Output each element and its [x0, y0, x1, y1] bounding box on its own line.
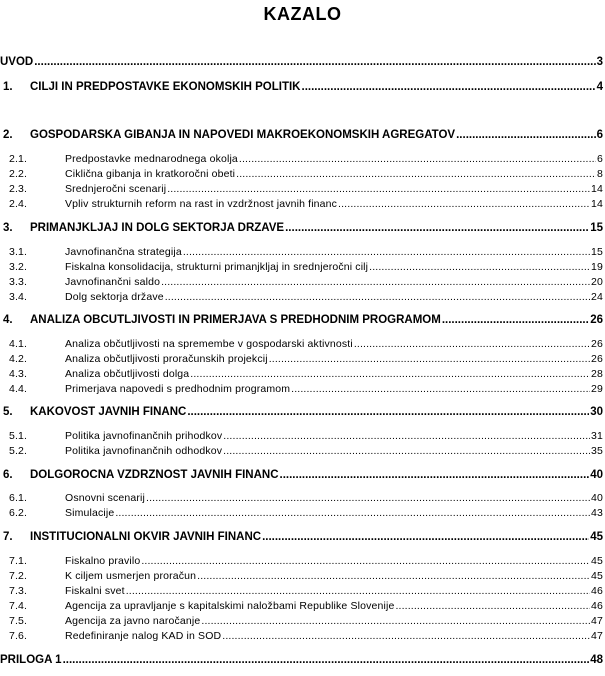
toc-entry-label: Analiza občutljivosti proračunskih projekcij — [65, 353, 268, 365]
toc-entry[interactable] — [0, 630, 603, 642]
toc-entry-number: 4. — [3, 314, 13, 326]
toc-entry-label: Ciklična gibanja in kratkoročni obeti — [65, 168, 236, 180]
dot-leader — [197, 570, 590, 582]
toc-entry[interactable] — [0, 507, 603, 519]
dot-leader — [239, 153, 596, 165]
toc-entry-number: 2.4. — [9, 198, 28, 210]
toc-entry-label: Vpliv strukturnih reform na rast in vzdržnost javnih financ — [65, 198, 338, 210]
toc-entry[interactable] — [0, 314, 603, 326]
dot-leader — [165, 291, 590, 303]
toc-entry-number: 7.5. — [9, 615, 28, 627]
toc-entry-number: 5. — [3, 406, 13, 418]
dot-leader — [354, 338, 590, 350]
toc-entry-page-number: 28 — [591, 368, 603, 380]
toc-entry-page-number: 29 — [591, 383, 603, 395]
dot-leader — [183, 246, 590, 258]
toc-entry[interactable] — [0, 445, 603, 457]
dot-leader — [187, 406, 589, 418]
toc-entry-page-number: 15 — [590, 222, 603, 234]
toc-entry-label: UVOD — [0, 56, 34, 68]
dot-leader — [223, 430, 590, 442]
toc-entry-label: KAKOVOST JAVNIH FINANC — [30, 406, 187, 418]
toc-entry-label: Dolg sektorja države — [65, 291, 164, 303]
toc-entry-number: 2. — [3, 129, 13, 141]
toc-entry-page-number: 35 — [591, 445, 603, 457]
toc-entry-page-number: 24 — [591, 291, 603, 303]
toc-entry-page-number: 45 — [591, 570, 603, 582]
toc-entry-number: 2.1. — [9, 153, 28, 165]
toc-entry-label: Analiza občutljivosti na spremembe v gospodarski aktivnosti — [65, 338, 353, 350]
toc-entry[interactable] — [0, 222, 603, 234]
toc-entry-number: 4.3. — [9, 368, 28, 380]
dot-leader — [34, 56, 595, 68]
toc-entry-number: 2.3. — [9, 183, 28, 195]
toc-entry-page-number: 46 — [591, 600, 603, 612]
toc-entry-number: 4.2. — [9, 353, 28, 365]
toc-entry-page-number: 40 — [590, 469, 603, 481]
toc-entry[interactable] — [0, 492, 603, 504]
dot-leader — [395, 600, 590, 612]
toc-entry-label: DOLGOROČNA VZDRŽNOST JAVNIH FINANC — [30, 469, 279, 481]
toc-entry-label: Politika javnofinančnih prihodkov — [65, 430, 223, 442]
toc-entry-label: Agencija za javno naročanje — [65, 615, 201, 627]
toc-entry-label: INSTITUCIONALNI OKVIR JAVNIH FINANC — [30, 531, 262, 543]
toc-entry-page-number: 47 — [591, 630, 603, 642]
dot-leader — [442, 314, 589, 326]
toc-entry-page-number: 15 — [591, 246, 603, 258]
toc-entry[interactable] — [0, 383, 603, 395]
dot-leader — [262, 531, 589, 543]
toc-entry[interactable] — [0, 353, 603, 365]
toc-entry-label: Javnofinančna strategija — [65, 246, 182, 258]
toc-entry[interactable] — [0, 276, 603, 288]
toc-entry-page-number: 4 — [596, 81, 603, 93]
dot-leader — [146, 492, 590, 504]
toc-entry[interactable] — [0, 531, 603, 543]
toc-entry-number: 7.1. — [9, 555, 28, 567]
toc-entry-page-number: 8 — [597, 168, 603, 180]
toc-entry[interactable] — [0, 129, 603, 141]
toc-entry[interactable] — [0, 430, 603, 442]
toc-entry[interactable] — [0, 246, 603, 258]
toc-entry-number: 4.1. — [9, 338, 28, 350]
toc-entry-number: 5.1. — [9, 430, 28, 442]
dot-leader — [338, 198, 590, 210]
toc-entry-label: ANALIZA OBČUTLJIVOSTI IN PRIMERJAVA S PREDHODNIM PROGRAMOM — [30, 314, 441, 326]
toc-entry-number: 6.2. — [9, 507, 28, 519]
toc-entry-label: Simulacije — [65, 507, 115, 519]
toc-entry-label: Osnovni scenarij — [65, 492, 146, 504]
dot-leader — [63, 654, 590, 666]
dot-leader — [126, 585, 590, 597]
toc-entry-number: 3.4. — [9, 291, 28, 303]
toc-entry-page-number: 48 — [590, 654, 603, 666]
toc-entry-number: 7. — [3, 531, 13, 543]
toc-entry-number: 1. — [3, 81, 13, 93]
toc-entry-number: 5.2. — [9, 445, 28, 457]
toc-entry[interactable] — [0, 81, 603, 93]
toc-entry-page-number: 45 — [591, 555, 603, 567]
toc-entry-page-number: 47 — [591, 615, 603, 627]
dot-leader — [291, 383, 590, 395]
toc-entry-page-number: 14 — [591, 183, 603, 195]
toc-entry[interactable] — [0, 368, 603, 380]
toc-entry-label: Fiskalna konsolidacija, strukturni primanjkljaj in srednjeročni cilj — [65, 261, 369, 273]
toc-entry-label: Fiskalno pravilo — [65, 555, 141, 567]
dot-leader — [222, 630, 590, 642]
toc-entry-number: 7.6. — [9, 630, 28, 642]
toc-entry-number: 7.4. — [9, 600, 28, 612]
toc-entry-number: 2.2. — [9, 168, 28, 180]
dot-leader — [280, 469, 590, 481]
dot-leader — [285, 222, 589, 234]
toc-entry[interactable] — [0, 469, 603, 481]
toc-entry-label: Agencija za upravljanje s kapitalskimi naložbami Republike Slovenije — [65, 600, 395, 612]
toc-entry-page-number: 3 — [596, 56, 603, 68]
toc-entry-page-number: 45 — [590, 531, 603, 543]
dot-leader — [161, 276, 590, 288]
dot-leader — [369, 261, 590, 273]
toc-entry-label: K ciljem usmerjen proračun — [65, 570, 197, 582]
toc-entry-label: PRIMANJKLJAJ IN DOLG SEKTORJA DRŽAVE — [30, 222, 285, 234]
toc-entry-label: GOSPODARSKA GIBANJA IN NAPOVEDI MAKROEKONOMSKIH AGREGATOV — [30, 129, 456, 141]
toc-entry-page-number: 20 — [591, 276, 603, 288]
toc-entry-label: PRILOGA 1 — [0, 654, 62, 666]
toc-entry-number: 3.3. — [9, 276, 28, 288]
toc-entry-label: Fiskalni svet — [65, 585, 125, 597]
toc-entry[interactable] — [0, 338, 603, 350]
toc-entry[interactable] — [0, 291, 603, 303]
toc-entry-page-number: 43 — [591, 507, 603, 519]
toc-entry[interactable] — [0, 56, 603, 68]
toc-entry[interactable] — [0, 654, 603, 666]
toc-entry[interactable] — [0, 168, 603, 180]
toc-entry-page-number: 6 — [597, 153, 603, 165]
toc-entry[interactable] — [0, 555, 603, 567]
toc-entry-page-number: 31 — [591, 430, 603, 442]
dot-leader — [302, 81, 596, 93]
dot-leader — [141, 555, 590, 567]
toc-entry[interactable] — [0, 198, 603, 210]
toc-entry-number: 3. — [3, 222, 13, 234]
toc-entry[interactable] — [0, 615, 603, 627]
toc-entry-label: Primerjava napovedi s predhodnim programom — [65, 383, 291, 395]
toc-entry-label: CILJI IN PREDPOSTAVKE EKONOMSKIH POLITIK — [30, 81, 301, 93]
toc-entry-page-number: 26 — [591, 338, 603, 350]
toc-entry-number: 7.3. — [9, 585, 28, 597]
toc-entry[interactable] — [0, 570, 603, 582]
toc-entry-label: Predpostavke mednarodnega okolja — [65, 153, 238, 165]
dot-leader — [223, 445, 590, 457]
toc-entry-number: 4.4. — [9, 383, 28, 395]
page-title: KAZALO — [263, 4, 342, 24]
toc-entry[interactable] — [0, 406, 603, 418]
toc-entry-page-number: 30 — [590, 406, 603, 418]
toc-entry[interactable] — [0, 585, 603, 597]
toc-entry-page-number: 19 — [591, 261, 603, 273]
toc-entry-number: 6.1. — [9, 492, 28, 504]
toc-entry[interactable] — [0, 261, 603, 273]
dot-leader — [236, 168, 596, 180]
dot-leader — [269, 353, 590, 365]
toc-entry-page-number: 6 — [596, 129, 603, 141]
dot-leader — [456, 129, 595, 141]
toc-entry-label: Javnofinančni saldo — [65, 276, 161, 288]
dot-leader — [115, 507, 590, 519]
toc-entry-page-number: 26 — [590, 314, 603, 326]
toc-entry-label: Analiza občutljivosti dolga — [65, 368, 190, 380]
toc-entry-page-number: 14 — [591, 198, 603, 210]
toc-entry-number: 6. — [3, 469, 13, 481]
toc-entry-page-number: 40 — [591, 492, 603, 504]
toc-entry-number: 3.2. — [9, 261, 28, 273]
toc-entry-label: Redefiniranje nalog KAD in SOD — [65, 630, 222, 642]
toc-entry-page-number: 46 — [591, 585, 603, 597]
toc-entry-page-number: 26 — [591, 353, 603, 365]
dot-leader — [167, 183, 590, 195]
toc-entry[interactable] — [0, 183, 603, 195]
toc-entry-number: 7.2. — [9, 570, 28, 582]
toc-entry-label: Politika javnofinančnih odhodkov — [65, 445, 223, 457]
toc-entry[interactable] — [0, 600, 603, 612]
toc-entry-number: 3.1. — [9, 246, 28, 258]
toc-entry[interactable] — [0, 153, 603, 165]
dot-leader — [190, 368, 590, 380]
dot-leader — [201, 615, 590, 627]
toc-entry-label: Srednjeročni scenarij — [65, 183, 167, 195]
